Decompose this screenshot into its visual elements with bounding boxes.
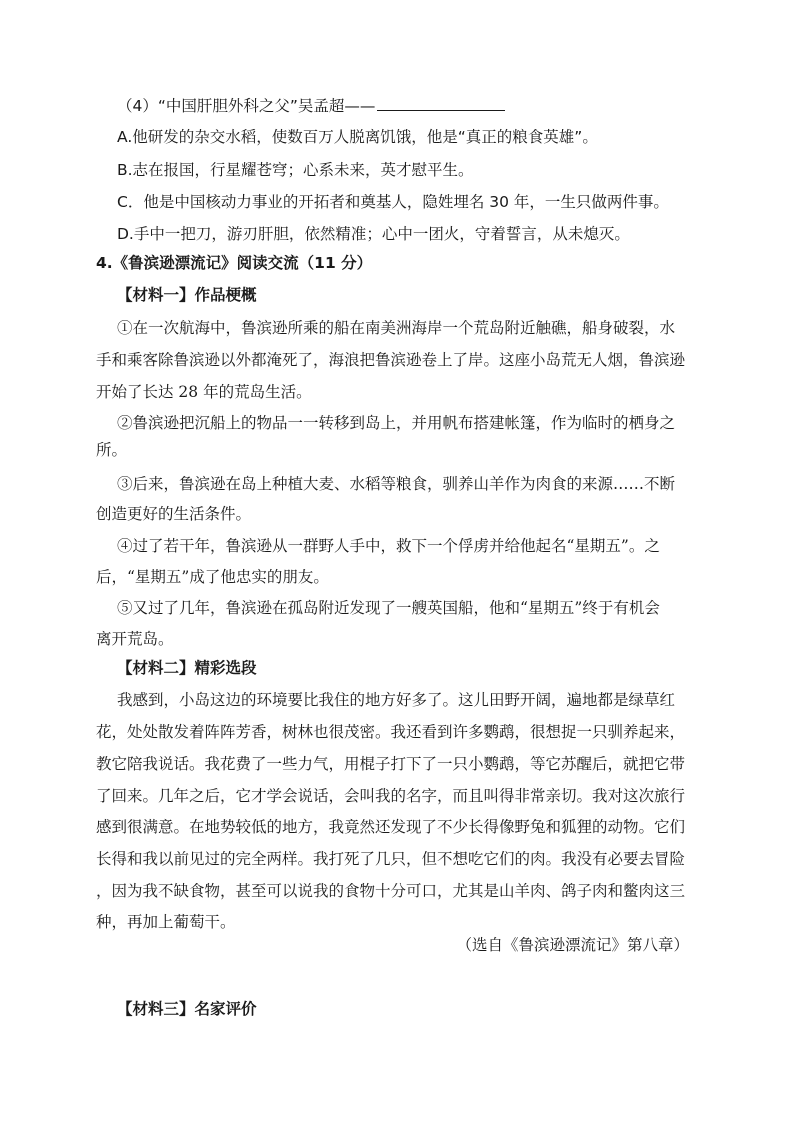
material-1-line: ②鲁滨逊把沉船上的物品一一转移到岛上，并用帆布搭建帐篷，作为临时的栖身之 [117, 414, 676, 432]
option-b: B.志在报国，行星耀苍穹；心系未来，英才慰平生。 [117, 161, 474, 179]
section-title: 4.《鲁滨逊漂流记》阅读交流（11 分） [96, 254, 373, 272]
material-1-line: 创造更好的生活条件。 [96, 505, 252, 523]
material-2-line: 教它陪我说话。我花费了一些力气，用棍子打下了一只小鹦鹉，等它苏醒后，就把它带 [96, 755, 686, 773]
material-1-line: 离开荒岛。 [96, 630, 174, 648]
question-4-stem-text: （4）“中国肝胆外科之父”吴孟超—— [117, 97, 376, 115]
material-1-heading: 【材料一】作品梗概 [117, 286, 257, 304]
option-a: A.他研发的杂交水稻，使数百万人脱离饥饿，他是“真正的粮食英雄”。 [117, 128, 598, 146]
material-1-line: 后，“星期五”成了他忠实的朋友。 [96, 568, 329, 586]
material-2-line: 种，再加上葡萄干。 [96, 913, 236, 931]
material-1-line: 手和乘客除鲁滨逊以外都淹死了，海浪把鲁滨逊卷上了岸。这座小岛荒无人烟，鲁滨逊 [96, 351, 686, 369]
material-2-source: （选自《鲁滨逊漂流记》第八章） [456, 936, 689, 954]
option-d: D.手中一把刀，游刃肝胆，依然精准；心中一团火，守着誓言，从未熄灭。 [117, 225, 630, 243]
answer-blank[interactable] [377, 95, 505, 111]
material-1-line: ③后来，鲁滨逊在岛上种植大麦、水稻等粮食，驯养山羊作为肉食的来源……不断 [117, 475, 676, 493]
material-1-line: ④过了若干年，鲁滨逊从一群野人手中，救下一个俘虏并给他起名“星期五”。之 [117, 537, 660, 555]
material-2-line: 花，处处散发着阵阵芳香，树林也很茂密。我还看到许多鹦鹉，很想捉一只驯养起来， [96, 723, 686, 741]
material-1-line: ①在一次航海中，鲁滨逊所乘的船在南美洲海岸一个荒岛附近触礁，船身破裂，水 [117, 319, 676, 337]
material-3-heading: 【材料三】名家评价 [117, 1000, 257, 1018]
material-2-line: 我感到，小岛这边的环境要比我住的地方好多了。这儿田野开阔，遍地都是绿草红 [117, 691, 676, 709]
material-1-line: 开始了长达 28 年的荒岛生活。 [96, 383, 312, 401]
material-2-line: 感到很满意。在地势较低的地方，我竟然还发现了不少长得像野兔和狐狸的动物。它们 [96, 818, 686, 836]
material-2-heading: 【材料二】精彩选段 [117, 659, 257, 677]
material-2-line: 长得和我以前见过的完全两样。我打死了几只，但不想吃它们的肉。我没有必要去冒险 [96, 850, 686, 868]
material-1-line: 所。 [96, 441, 128, 459]
question-4-stem [117, 95, 505, 116]
option-c: C．他是中国核动力事业的开拓者和奠基人，隐姓埋名 30 年，一生只做两件事。 [117, 193, 669, 211]
material-2-line: ，因为我不缺食物，甚至可以说我的食物十分可口，尤其是山羊肉、鸽子肉和鳖肉这三 [96, 882, 686, 900]
material-1-line: ⑤又过了几年，鲁滨逊在孤岛附近发现了一艘英国船，他和“星期五”终于有机会 [117, 599, 660, 617]
material-2-line: 了回来。几年之后，它才学会说话，会叫我的名字，而且叫得非常亲切。我对这次旅行 [96, 787, 686, 805]
